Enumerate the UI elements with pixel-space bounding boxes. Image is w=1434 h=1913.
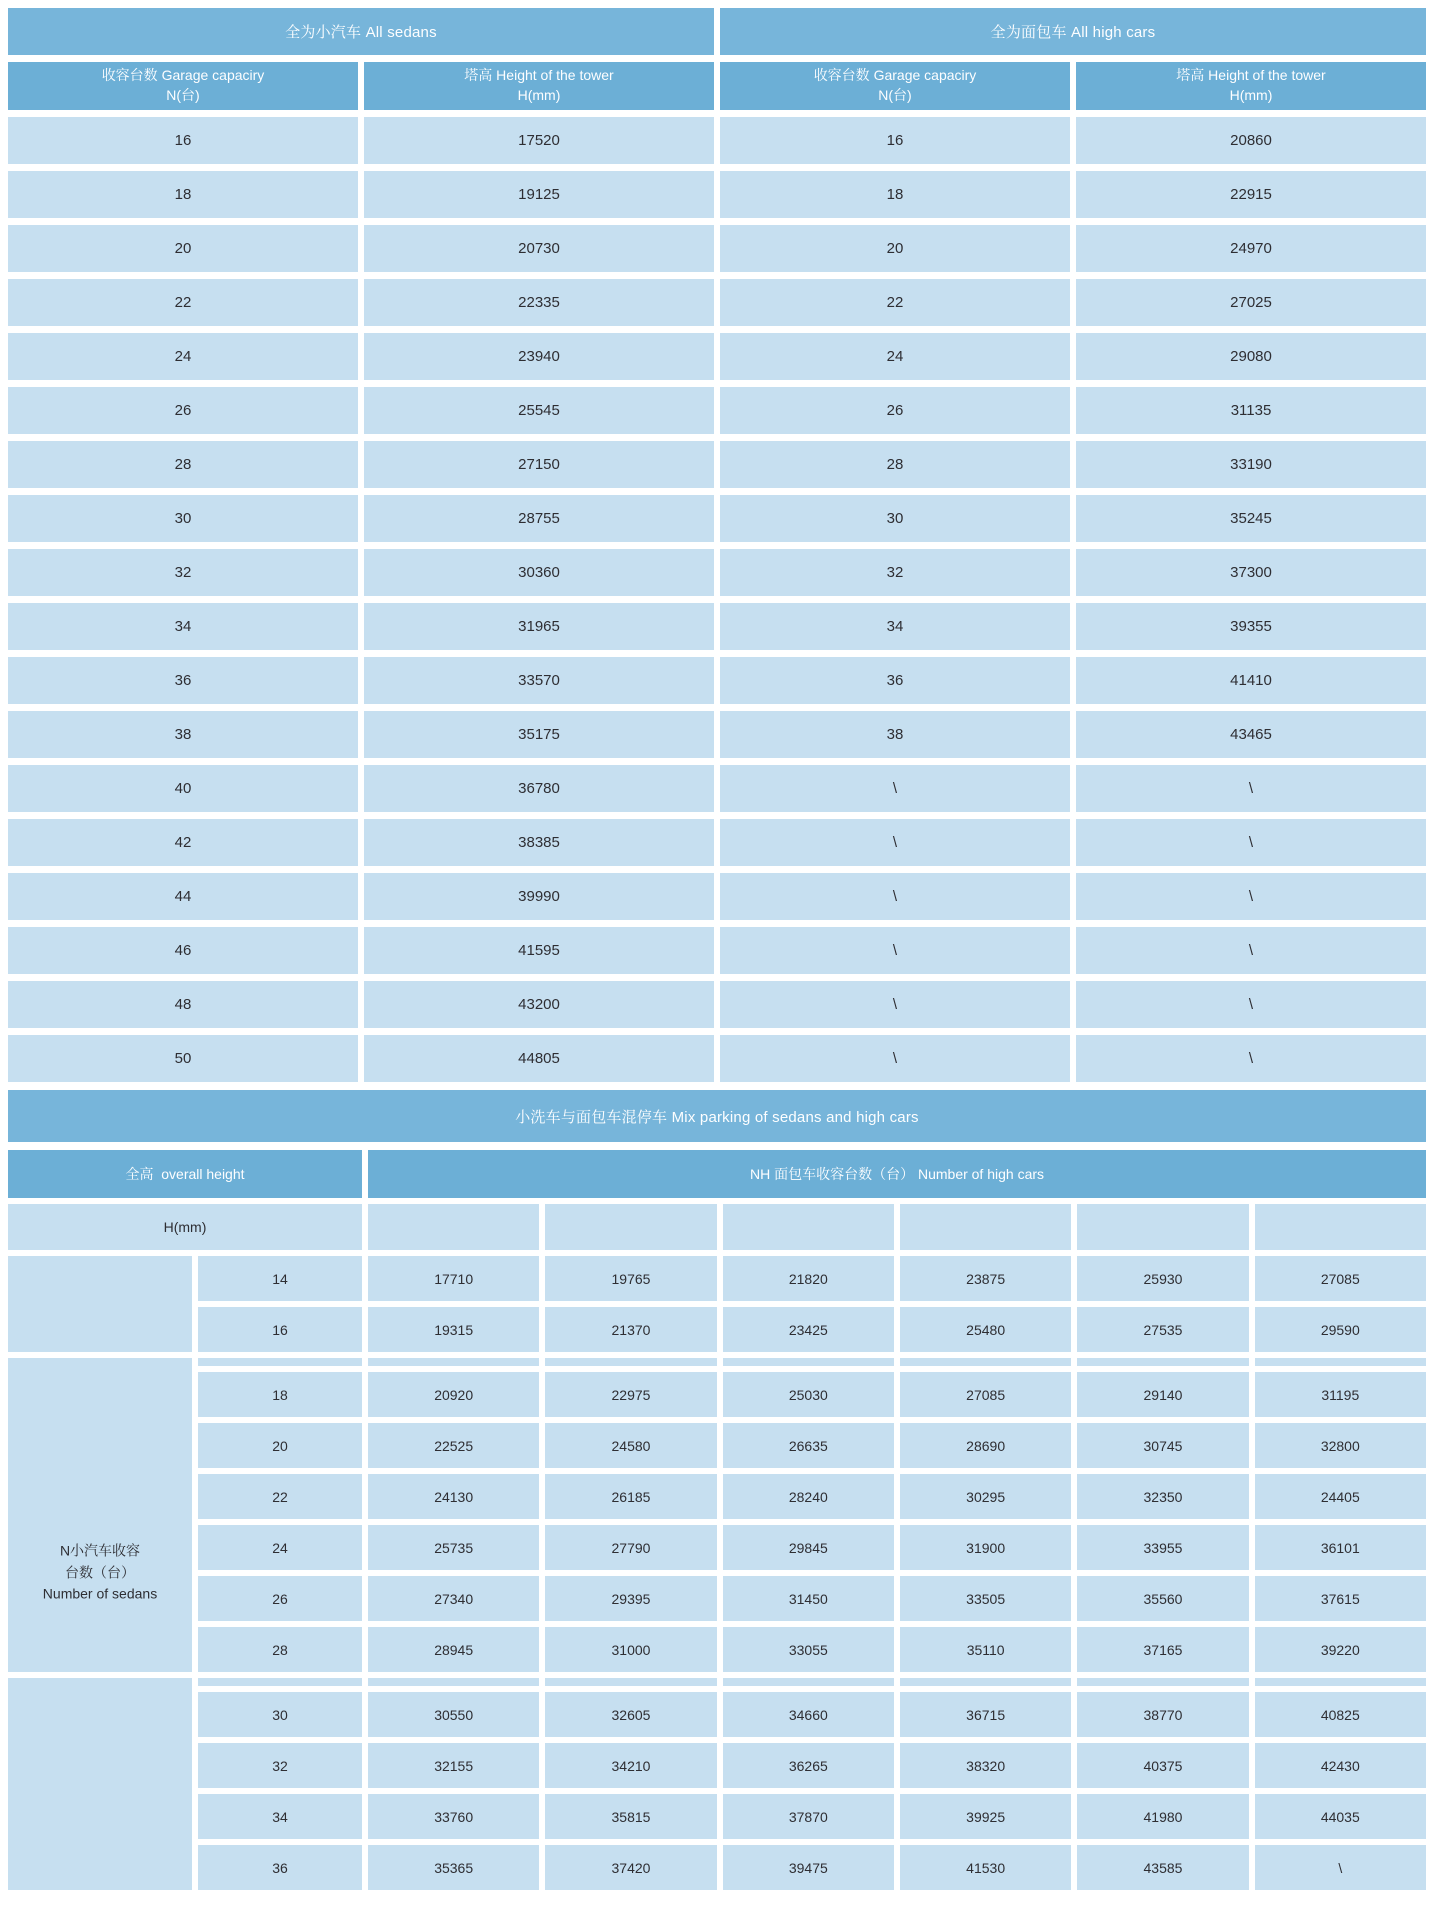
height-cell: 39355	[1076, 603, 1426, 650]
high-car-count-column-header	[900, 1204, 1071, 1250]
height-value-cell: 29845	[723, 1525, 894, 1570]
table-row	[8, 279, 714, 326]
height-cell: 39990	[364, 873, 714, 920]
matrix-row	[198, 1256, 1426, 1301]
height-value-cell: 30295	[900, 1474, 1071, 1519]
height-cell: 19125	[364, 171, 714, 218]
height-cell: \	[1076, 819, 1426, 866]
tower-height-header-line2: H(mm)	[1229, 87, 1273, 103]
height-value-cell: 35365	[368, 1845, 539, 1890]
sedan-count-cell: 16	[198, 1307, 362, 1352]
height-value-cell: 32155	[368, 1743, 539, 1788]
height-value-cell: 28690	[900, 1423, 1071, 1468]
height-cell: 43465	[1076, 711, 1426, 758]
height-cell: \	[1076, 981, 1426, 1028]
height-value-cell: 32605	[545, 1692, 716, 1737]
all-sedans-table	[8, 8, 714, 1082]
high-car-count-column-header	[1077, 1204, 1248, 1250]
matrix-row	[198, 1692, 1426, 1737]
all-sedans-title: 全为小汽车 All sedans	[8, 8, 714, 55]
table-artifact-strip	[198, 1358, 1426, 1366]
height-cell: \	[1076, 927, 1426, 974]
height-value-cell: 33955	[1077, 1525, 1248, 1570]
table-row	[720, 765, 1426, 812]
garage-capacity-header-line2: N(台)	[166, 87, 200, 103]
number-of-sedans-label-line2: 台数（台）	[65, 1564, 135, 1581]
height-cell: 41595	[364, 927, 714, 974]
height-value-cell: 38320	[900, 1743, 1071, 1788]
capacity-cell: 22	[720, 279, 1070, 326]
high-car-count-column-header	[1255, 1204, 1426, 1250]
height-value-cell: 22525	[368, 1423, 539, 1468]
height-value-cell: 39220	[1255, 1627, 1426, 1672]
all-high-cars-title: 全为面包车 All high cars	[720, 8, 1426, 55]
height-value-cell: 30745	[1077, 1423, 1248, 1468]
matrix-row	[198, 1576, 1426, 1621]
capacity-cell: \	[720, 927, 1070, 974]
height-value-cell: 32350	[1077, 1474, 1248, 1519]
height-cell: 27025	[1076, 279, 1426, 326]
overall-height-header: 全高 overall height	[8, 1150, 362, 1198]
height-value-cell: 34210	[545, 1743, 716, 1788]
height-value-cell: 19765	[545, 1256, 716, 1301]
height-value-cell: 34660	[723, 1692, 894, 1737]
height-value-cell: 31000	[545, 1627, 716, 1672]
table-row	[8, 225, 714, 272]
tower-height-header-line1: 塔高 Height of the tower	[464, 67, 614, 84]
matrix-row	[198, 1743, 1426, 1788]
table-row	[720, 171, 1426, 218]
height-cell: 22915	[1076, 171, 1426, 218]
capacity-cell: 44	[8, 873, 358, 920]
number-of-sedans-label-line1: N小汽车收容	[59, 1542, 141, 1559]
garage-capacity-header-line2: N(台)	[878, 87, 912, 103]
capacity-cell: \	[720, 819, 1070, 866]
table-row	[8, 981, 714, 1028]
capacity-height-tables	[8, 8, 1426, 1082]
capacity-cell: 32	[8, 549, 358, 596]
sedan-count-cell: 26	[198, 1576, 362, 1621]
capacity-cell: 30	[8, 495, 358, 542]
high-car-count-column-header	[545, 1204, 716, 1250]
capacity-cell: 42	[8, 819, 358, 866]
capacity-cell: 46	[8, 927, 358, 974]
height-cell: 23940	[364, 333, 714, 380]
height-value-cell: 38770	[1077, 1692, 1248, 1737]
matrix-row	[198, 1307, 1426, 1352]
height-value-cell: 17710	[368, 1256, 539, 1301]
capacity-cell: 20	[720, 225, 1070, 272]
table-row	[720, 873, 1426, 920]
table-row	[720, 225, 1426, 272]
table-row	[8, 333, 714, 380]
table-row	[720, 927, 1426, 974]
height-cell: 30360	[364, 549, 714, 596]
capacity-cell: \	[720, 981, 1070, 1028]
height-cell: 35245	[1076, 495, 1426, 542]
capacity-cell: 26	[8, 387, 358, 434]
sedan-count-cell: 32	[198, 1743, 362, 1788]
cell-fragment	[545, 1358, 716, 1366]
height-cell: 20860	[1076, 117, 1426, 164]
capacity-cell: 34	[8, 603, 358, 650]
matrix-row	[198, 1845, 1426, 1890]
height-value-cell: 24405	[1255, 1474, 1426, 1519]
height-value-cell: 33505	[900, 1576, 1071, 1621]
capacity-cell: 50	[8, 1035, 358, 1082]
sedan-count-cell: 14	[198, 1256, 362, 1301]
sedan-count-cell: 36	[198, 1845, 362, 1890]
cell-fragment	[1255, 1678, 1426, 1686]
height-value-cell: 40825	[1255, 1692, 1426, 1737]
table-row	[8, 819, 714, 866]
height-value-cell: 23875	[900, 1256, 1071, 1301]
height-value-cell: 29395	[545, 1576, 716, 1621]
matrix-row	[198, 1525, 1426, 1570]
matrix-row	[198, 1794, 1426, 1839]
height-cell: 27150	[364, 441, 714, 488]
cell-fragment	[198, 1358, 362, 1366]
number-of-sedans-label-line3: Number of sedans	[42, 1585, 158, 1602]
table-row	[8, 927, 714, 974]
height-value-cell: 26635	[723, 1423, 894, 1468]
height-value-cell: 28240	[723, 1474, 894, 1519]
height-cell: 33570	[364, 657, 714, 704]
height-cell: \	[1076, 1035, 1426, 1082]
height-cell: 20730	[364, 225, 714, 272]
capacity-cell: 38	[8, 711, 358, 758]
label-column-cell-middle	[8, 1358, 192, 1672]
cell-fragment	[368, 1358, 539, 1366]
garage-capacity-header-line1: 收容台数 Garage capaciry	[101, 67, 265, 84]
capacity-cell: 34	[720, 603, 1070, 650]
sedan-count-cell: 18	[198, 1372, 362, 1417]
sedan-count-cell: 22	[198, 1474, 362, 1519]
height-cell: 22335	[364, 279, 714, 326]
height-cell: 29080	[1076, 333, 1426, 380]
table-row	[720, 495, 1426, 542]
capacity-cell: 24	[720, 333, 1070, 380]
table-row	[720, 711, 1426, 758]
height-value-cell: 41980	[1077, 1794, 1248, 1839]
table-row	[8, 117, 714, 164]
height-value-cell: 33055	[723, 1627, 894, 1672]
height-cell: 24970	[1076, 225, 1426, 272]
all-high-cars-table	[720, 8, 1426, 1082]
mix-table-header	[8, 1150, 1426, 1198]
cell-fragment	[723, 1678, 894, 1686]
height-cell: 31965	[364, 603, 714, 650]
table-row	[8, 387, 714, 434]
height-value-cell: 25930	[1077, 1256, 1248, 1301]
table-row	[8, 441, 714, 488]
height-value-cell: 27085	[900, 1372, 1071, 1417]
high-car-count-columns	[368, 1204, 1426, 1250]
capacity-cell: \	[720, 765, 1070, 812]
hmm-header-cell: H(mm)	[8, 1204, 362, 1250]
sedan-count-label-column	[8, 1256, 192, 1890]
height-cell: 38385	[364, 819, 714, 866]
high-car-count-column-header	[723, 1204, 894, 1250]
height-value-cell: 43585	[1077, 1845, 1248, 1890]
height-cell: 28755	[364, 495, 714, 542]
table-row	[720, 1035, 1426, 1082]
height-value-cell: 31900	[900, 1525, 1071, 1570]
height-value-cell: 21820	[723, 1256, 894, 1301]
matrix-row	[198, 1372, 1426, 1417]
height-cell: 41410	[1076, 657, 1426, 704]
table-row	[8, 711, 714, 758]
capacity-cell: 36	[8, 657, 358, 704]
cell-fragment	[900, 1678, 1071, 1686]
table-row	[720, 117, 1426, 164]
table-artifact-strip	[198, 1678, 1426, 1686]
capacity-cell: 16	[8, 117, 358, 164]
height-value-cell: 30550	[368, 1692, 539, 1737]
high-car-count-column-header	[368, 1204, 539, 1250]
height-value-cell: 41530	[900, 1845, 1071, 1890]
height-value-cell: 23425	[723, 1307, 894, 1352]
height-cell: \	[1076, 873, 1426, 920]
height-value-cell: 31195	[1255, 1372, 1426, 1417]
height-value-cell: 29590	[1255, 1307, 1426, 1352]
table-row	[720, 387, 1426, 434]
mix-parking-matrix	[8, 1256, 1426, 1890]
cell-fragment	[1077, 1678, 1248, 1686]
matrix-row	[198, 1474, 1426, 1519]
height-value-cell: 36101	[1255, 1525, 1426, 1570]
height-value-cell: 36265	[723, 1743, 894, 1788]
mix-table-subheader	[8, 1204, 1426, 1250]
height-value-cell: 27790	[545, 1525, 716, 1570]
capacity-cell: 38	[720, 711, 1070, 758]
table-row	[720, 333, 1426, 380]
height-value-cell: 40375	[1077, 1743, 1248, 1788]
height-cell: \	[1076, 765, 1426, 812]
table-row	[8, 1035, 714, 1082]
height-value-cell: 25030	[723, 1372, 894, 1417]
height-value-cell: 39475	[723, 1845, 894, 1890]
table-row	[720, 279, 1426, 326]
capacity-cell: 30	[720, 495, 1070, 542]
height-value-cell: 37420	[545, 1845, 716, 1890]
tower-height-header-line1: 塔高 Height of the tower	[1176, 67, 1326, 84]
height-value-cell: 35560	[1077, 1576, 1248, 1621]
sedan-count-cell: 28	[198, 1627, 362, 1672]
number-of-high-cars-header: NH 面包车收容台数（台） Number of high cars	[368, 1150, 1426, 1198]
capacity-cell: 28	[8, 441, 358, 488]
capacity-cell: 18	[720, 171, 1070, 218]
table-row	[720, 549, 1426, 596]
tower-height-header-line2: H(mm)	[517, 87, 561, 103]
label-column-cell-top	[8, 1256, 192, 1352]
table-row	[8, 549, 714, 596]
height-value-cell: 44035	[1255, 1794, 1426, 1839]
capacity-cell: 22	[8, 279, 358, 326]
height-value-cell: 27340	[368, 1576, 539, 1621]
height-value-cell: 20920	[368, 1372, 539, 1417]
table-row	[720, 657, 1426, 704]
table-row	[8, 657, 714, 704]
height-value-cell: 27535	[1077, 1307, 1248, 1352]
height-value-cell: 28945	[368, 1627, 539, 1672]
table-row	[720, 603, 1426, 650]
all-high-cars-rows	[720, 117, 1426, 1082]
table-row	[720, 819, 1426, 866]
height-value-cell: 24580	[545, 1423, 716, 1468]
capacity-cell: 20	[8, 225, 358, 272]
height-cell: 44805	[364, 1035, 714, 1082]
height-cell: 43200	[364, 981, 714, 1028]
matrix-row	[198, 1627, 1426, 1672]
capacity-cell: \	[720, 873, 1070, 920]
height-value-cell: 33760	[368, 1794, 539, 1839]
height-cell: 25545	[364, 387, 714, 434]
capacity-cell: 32	[720, 549, 1070, 596]
capacity-cell: 18	[8, 171, 358, 218]
height-value-cell: 24130	[368, 1474, 539, 1519]
all-high-cars-column-headers	[720, 62, 1426, 110]
table-row	[8, 171, 714, 218]
height-value-cell: 21370	[545, 1307, 716, 1352]
height-value-cell: 35815	[545, 1794, 716, 1839]
capacity-cell: 48	[8, 981, 358, 1028]
height-value-cell: 19315	[368, 1307, 539, 1352]
cell-fragment	[545, 1678, 716, 1686]
capacity-cell: 40	[8, 765, 358, 812]
height-value-cell: 31450	[723, 1576, 894, 1621]
height-value-cell: 42430	[1255, 1743, 1426, 1788]
capacity-cell: 36	[720, 657, 1070, 704]
sedan-count-cell: 34	[198, 1794, 362, 1839]
height-value-cell: 37615	[1255, 1576, 1426, 1621]
table-row	[720, 441, 1426, 488]
height-value-cell: 26185	[545, 1474, 716, 1519]
cell-fragment	[900, 1358, 1071, 1366]
height-cell: 35175	[364, 711, 714, 758]
capacity-cell: 26	[720, 387, 1070, 434]
label-column-cell-bottom	[8, 1678, 192, 1890]
capacity-cell: \	[720, 1035, 1070, 1082]
tower-height-header	[364, 62, 714, 110]
capacity-cell: 28	[720, 441, 1070, 488]
sedan-count-cell: 24	[198, 1525, 362, 1570]
height-cell: 37300	[1076, 549, 1426, 596]
table-row	[8, 603, 714, 650]
tower-height-header	[1076, 62, 1426, 110]
height-cell: 31135	[1076, 387, 1426, 434]
height-value-cell: 27085	[1255, 1256, 1426, 1301]
capacity-cell: 24	[8, 333, 358, 380]
number-of-sedans-label	[8, 1540, 192, 1605]
cell-fragment	[723, 1358, 894, 1366]
cell-fragment	[1077, 1358, 1248, 1366]
cell-fragment	[1255, 1358, 1426, 1366]
all-sedans-column-headers	[8, 62, 714, 110]
table-row	[720, 981, 1426, 1028]
height-value-cell: 25735	[368, 1525, 539, 1570]
height-value-cell: 22975	[545, 1372, 716, 1417]
height-value-cell: 37870	[723, 1794, 894, 1839]
height-value-cell: 36715	[900, 1692, 1071, 1737]
table-row	[8, 873, 714, 920]
capacity-cell: 16	[720, 117, 1070, 164]
height-value-cell: 29140	[1077, 1372, 1248, 1417]
table-row	[8, 495, 714, 542]
height-cell: 36780	[364, 765, 714, 812]
matrix-row	[198, 1423, 1426, 1468]
height-cell: 33190	[1076, 441, 1426, 488]
height-value-cell: 25480	[900, 1307, 1071, 1352]
mix-matrix-rows	[198, 1256, 1426, 1890]
mix-parking-banner: 小洗车与面包车混停车 Mix parking of sedans and high cars	[8, 1090, 1426, 1142]
height-value-cell: \	[1255, 1845, 1426, 1890]
height-value-cell: 32800	[1255, 1423, 1426, 1468]
cell-fragment	[368, 1678, 539, 1686]
garage-capacity-header	[720, 62, 1070, 110]
sedan-count-cell: 30	[198, 1692, 362, 1737]
height-value-cell: 37165	[1077, 1627, 1248, 1672]
height-value-cell: 35110	[900, 1627, 1071, 1672]
sedan-count-cell: 20	[198, 1423, 362, 1468]
height-cell: 17520	[364, 117, 714, 164]
garage-capacity-header	[8, 62, 358, 110]
all-sedans-rows	[8, 117, 714, 1082]
table-row	[8, 765, 714, 812]
garage-capacity-header-line1: 收容台数 Garage capaciry	[813, 67, 977, 84]
height-value-cell: 39925	[900, 1794, 1071, 1839]
cell-fragment	[198, 1678, 362, 1686]
